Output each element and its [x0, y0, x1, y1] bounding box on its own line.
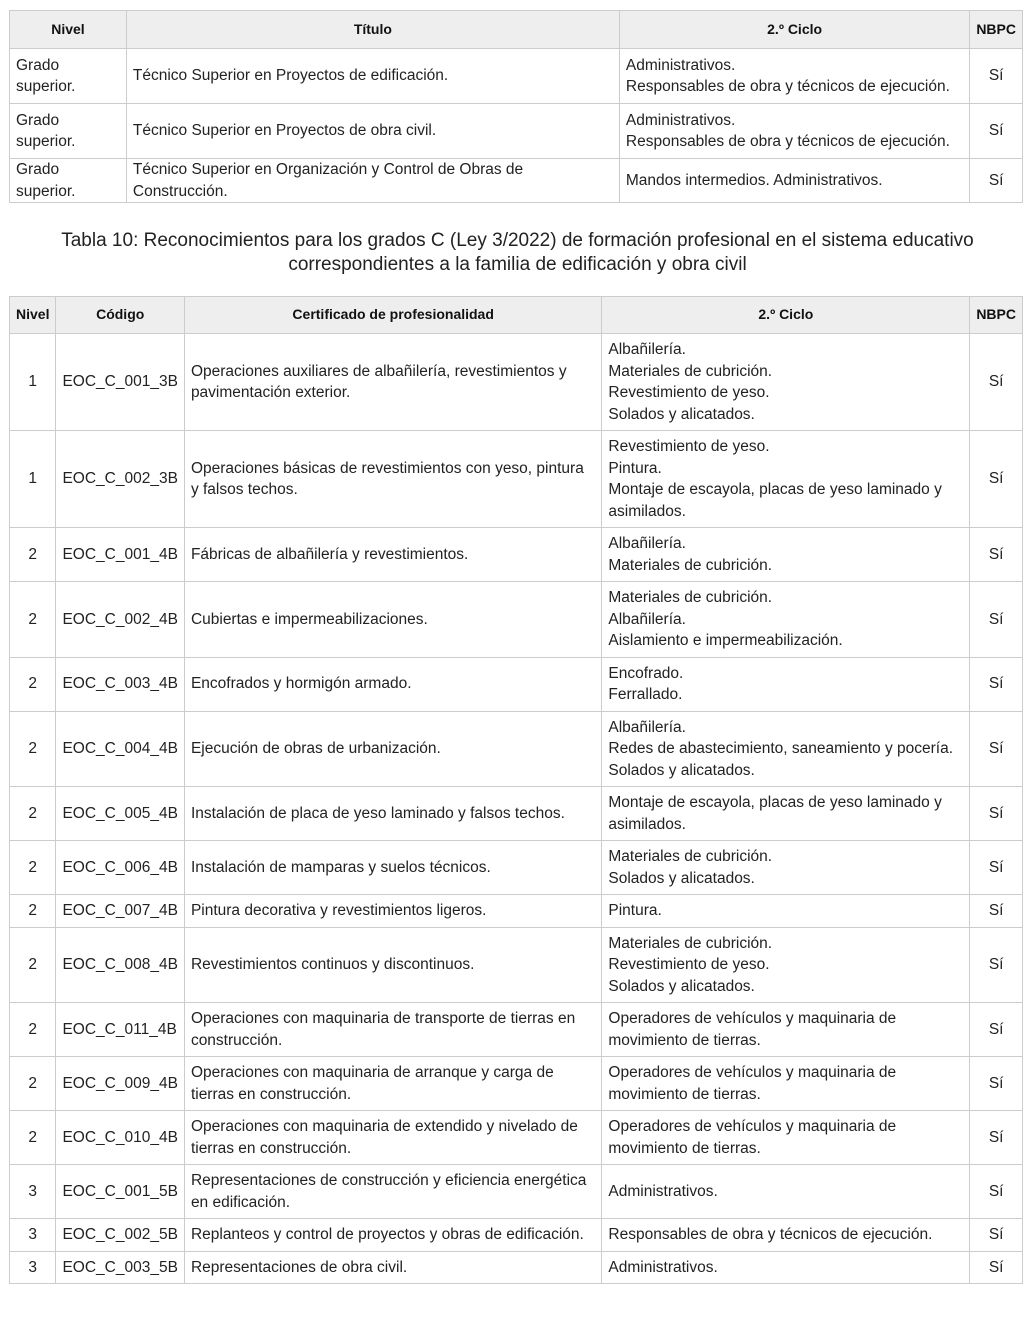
certificados-table — [9, 296, 1023, 1284]
cell-codigo: EOC_C_006_4B — [56, 841, 184, 895]
cell-nbpc: Sí — [970, 787, 1023, 841]
cell-ciclo — [602, 334, 970, 431]
cell-nivel: 2 — [10, 1003, 56, 1057]
ciclo-line: Materiales de cubrición. — [608, 848, 773, 865]
table-row — [10, 528, 1023, 582]
cell-certificado: Operaciones básicas de revestimientos con yeso, pintura y falsos techos. — [184, 431, 601, 528]
cell-certificado: Operaciones con maquinaria de extendido y nivelado de tierras en construcción. — [184, 1111, 601, 1165]
cell-nbpc: Sí — [970, 582, 1023, 658]
ciclo-line: Responsables de obra y técnicos de ejecución. — [625, 133, 950, 150]
cell-nbpc: Sí — [970, 657, 1023, 711]
cell-certificado: Pintura decorativa y revestimientos ligeros. — [184, 895, 601, 928]
table-row — [10, 787, 1023, 841]
cell-nbpc: Sí — [970, 49, 1023, 104]
cell-nivel: 2 — [10, 927, 56, 1003]
cell-nbpc: Sí — [970, 895, 1023, 928]
cell-ciclo — [602, 528, 970, 582]
cell-ciclo — [602, 895, 970, 928]
cell-ciclo — [602, 1165, 970, 1219]
cell-nbpc: Sí — [970, 841, 1023, 895]
table-row — [10, 431, 1023, 528]
table-caption — [0, 229, 1035, 277]
cell-nivel: 2 — [10, 582, 56, 658]
cell-ciclo — [619, 104, 969, 159]
cell-ciclo — [602, 1111, 970, 1165]
table-row — [10, 1111, 1023, 1165]
cell-codigo: EOC_C_010_4B — [56, 1111, 184, 1165]
table-row — [10, 104, 1023, 159]
ciclo-line: Albañilería. — [608, 610, 686, 628]
table-row — [10, 711, 1023, 787]
cell-nbpc: Sí — [970, 528, 1023, 582]
table-row — [10, 657, 1023, 711]
table-row — [10, 1003, 1023, 1057]
ciclo-line: Solados y alicatados. — [608, 869, 755, 887]
cell-certificado: Operaciones con maquinaria de arranque y carga de tierras en construcción. — [184, 1057, 601, 1111]
cell-codigo: EOC_C_004_4B — [56, 711, 184, 787]
cell-certificado: Representaciones de obra civil. — [184, 1251, 601, 1284]
cell-nbpc: Sí — [970, 159, 1023, 203]
cell-ciclo — [602, 927, 970, 1003]
caption-line-2: correspondientes a la familia de edificación y obra civil — [288, 254, 747, 275]
cell-nivel: 2 — [10, 895, 56, 928]
cell-codigo: EOC_C_002_3B — [56, 431, 184, 528]
cell-nivel: 3 — [10, 1251, 56, 1284]
cell-codigo: EOC_C_002_4B — [56, 582, 184, 658]
cell-nbpc: Sí — [970, 1219, 1023, 1252]
table-row — [10, 841, 1023, 895]
cell-nivel: 2 — [10, 1057, 56, 1111]
ciclo-line: Materiales de cubrición. — [608, 589, 773, 606]
cell-certificado: Representaciones de construcción y eficiencia energética en edificación. — [184, 1165, 601, 1219]
table-body — [10, 334, 1023, 1284]
cell-codigo: EOC_C_001_4B — [56, 528, 184, 582]
ciclo-line: Revestimiento de yeso. — [608, 384, 770, 401]
cell-ciclo — [602, 787, 970, 841]
cell-nbpc: Sí — [970, 104, 1023, 159]
cell-certificado: Replanteos y control de proyectos y obras de edificación. — [184, 1219, 601, 1252]
cell-certificado: Revestimientos continuos y discontinuos. — [184, 927, 601, 1003]
cell-nbpc: Sí — [970, 1111, 1023, 1165]
table-row — [10, 1251, 1023, 1284]
ciclo-line: Operadores de vehículos y maquinaria de movimiento de tierras. — [608, 1118, 897, 1157]
ciclo-line: Pintura. — [608, 902, 662, 919]
cell-ciclo — [602, 711, 970, 787]
header-nivel: Nivel — [10, 11, 127, 49]
cell-certificado: Operaciones auxiliares de albañilería, revestimientos y pavimentación exterior. — [184, 334, 601, 431]
cell-certificado: Ejecución de obras de urbanización. — [184, 711, 601, 787]
ciclo-line: Albañilería. — [608, 341, 686, 358]
cell-codigo: EOC_C_001_3B — [56, 334, 184, 431]
cell-certificado: Instalación de mamparas y suelos técnicos. — [184, 841, 601, 895]
ciclo-line: Pintura. — [608, 459, 662, 477]
cell-ciclo — [602, 1219, 970, 1252]
table-row — [10, 159, 1023, 203]
header-titulo: Título — [126, 11, 619, 49]
cell-nivel: 3 — [10, 1219, 56, 1252]
header-nbpc: NBPC — [970, 11, 1023, 49]
cell-nivel: 1 — [10, 431, 56, 528]
cell-nivel: Grado superior. — [10, 159, 127, 203]
ciclo-line: Operadores de vehículos y maquinaria de movimiento de tierras. — [608, 1010, 897, 1049]
cell-nbpc: Sí — [970, 711, 1023, 787]
cell-codigo: EOC_C_003_4B — [56, 657, 184, 711]
table-body — [10, 49, 1023, 203]
ciclo-line: Responsables de obra y técnicos de ejecución. — [625, 78, 950, 95]
cell-ciclo — [602, 1251, 970, 1284]
cell-codigo: EOC_C_011_4B — [56, 1003, 184, 1057]
cell-certificado: Cubiertas e impermeabilizaciones. — [184, 582, 601, 658]
header-nbpc: NBPC — [970, 297, 1023, 334]
cell-nivel: Grado superior. — [10, 104, 127, 159]
table-row — [10, 334, 1023, 431]
table-row — [10, 1165, 1023, 1219]
cell-nivel: Grado superior. — [10, 49, 127, 104]
cell-nivel: 1 — [10, 334, 56, 431]
header-ciclo: 2.º Ciclo — [619, 11, 969, 49]
ciclo-line: Albañilería. — [608, 718, 686, 736]
cell-ciclo — [619, 159, 969, 203]
ciclo-line: Aislamiento e impermeabilización. — [608, 632, 843, 649]
table-row — [10, 927, 1023, 1003]
table-header-row — [10, 11, 1023, 49]
cell-ciclo — [602, 841, 970, 895]
cell-nbpc: Sí — [970, 1003, 1023, 1057]
cell-nbpc: Sí — [970, 927, 1023, 1003]
cell-codigo: EOC_C_008_4B — [56, 927, 184, 1003]
cell-codigo: EOC_C_002_5B — [56, 1219, 184, 1252]
ciclo-line: Administrativos. — [608, 1258, 718, 1276]
cell-ciclo — [619, 49, 969, 104]
cell-ciclo — [602, 582, 970, 658]
header-codigo: Código — [56, 297, 184, 334]
ciclo-line: Operadores de vehículos y maquinaria de movimiento de tierras. — [608, 1064, 897, 1103]
ciclo-line: Solados y alicatados. — [608, 977, 755, 995]
cell-ciclo — [602, 657, 970, 711]
cell-codigo: EOC_C_003_5B — [56, 1251, 184, 1284]
table-row — [10, 582, 1023, 658]
ciclo-line: Revestimiento de yeso. — [608, 438, 770, 455]
cell-certificado: Fábricas de albañilería y revestimientos. — [184, 528, 601, 582]
ciclo-line: Albañilería. — [608, 535, 686, 552]
table-row — [10, 1219, 1023, 1252]
cell-nbpc: Sí — [970, 334, 1023, 431]
cell-nivel: 2 — [10, 528, 56, 582]
table-row — [10, 895, 1023, 928]
ciclo-line: Redes de abastecimiento, saneamiento y pocería. — [608, 740, 954, 757]
cell-certificado: Instalación de placa de yeso laminado y falsos techos. — [184, 787, 601, 841]
ciclo-line: Responsables de obra y técnicos de ejecución. — [608, 1226, 933, 1243]
ciclo-line: Materiales de cubrición. — [608, 934, 773, 952]
header-nivel: Nivel — [10, 297, 56, 334]
cell-nivel: 2 — [10, 1111, 56, 1165]
ciclo-line: Solados y alicatados. — [608, 405, 755, 423]
cell-ciclo — [602, 1057, 970, 1111]
cell-codigo: EOC_C_005_4B — [56, 787, 184, 841]
ciclo-line: Montaje de escayola, placas de yeso laminado y asimilados. — [608, 481, 942, 520]
caption-line-1: Tabla 10: Reconocimientos para los grados C (Ley 3/2022) de formación profesional en el sistema educativo — [61, 230, 974, 251]
ciclo-line: Administrativos. — [625, 56, 736, 74]
cell-codigo: EOC_C_007_4B — [56, 895, 184, 928]
cell-ciclo — [602, 431, 970, 528]
ciclo-line: Administrativos. — [625, 111, 736, 129]
ciclo-line: Administrativos. — [608, 1182, 718, 1200]
cell-codigo: EOC_C_009_4B — [56, 1057, 184, 1111]
cell-codigo: EOC_C_001_5B — [56, 1165, 184, 1219]
header-ciclo: 2.º Ciclo — [602, 297, 970, 334]
ciclo-line: Encofrado. — [608, 664, 684, 682]
cell-certificado: Operaciones con maquinaria de transporte de tierras en construcción. — [184, 1003, 601, 1057]
cell-nivel: 3 — [10, 1165, 56, 1219]
header-certificado: Certificado de profesionalidad — [184, 297, 601, 334]
cell-nivel: 2 — [10, 841, 56, 895]
ciclo-line: Materiales de cubrición. — [608, 556, 773, 574]
cell-nivel: 2 — [10, 657, 56, 711]
cell-nbpc: Sí — [970, 431, 1023, 528]
table-row — [10, 1057, 1023, 1111]
cell-ciclo — [602, 1003, 970, 1057]
cell-nbpc: Sí — [970, 1165, 1023, 1219]
cell-nivel: 2 — [10, 711, 56, 787]
cell-nivel: 2 — [10, 787, 56, 841]
cell-nbpc: Sí — [970, 1251, 1023, 1284]
ciclo-line: Montaje de escayola, placas de yeso laminado y asimilados. — [608, 794, 942, 833]
ciclo-line: Solados y alicatados. — [608, 761, 755, 779]
ciclo-line: Revestimiento de yeso. — [608, 956, 770, 973]
cell-titulo: Técnico Superior en Proyectos de obra civil. — [126, 104, 619, 159]
ciclo-line: Materiales de cubrición. — [608, 362, 773, 380]
cell-titulo: Técnico Superior en Proyectos de edificación. — [126, 49, 619, 104]
table-header-row — [10, 297, 1023, 334]
ciclo-line: Ferrallado. — [608, 686, 683, 703]
table-row — [10, 49, 1023, 104]
ciclo-line: Mandos intermedios. Administrativos. — [625, 171, 883, 189]
grado-superior-table — [9, 10, 1023, 203]
cell-nbpc: Sí — [970, 1057, 1023, 1111]
cell-certificado: Encofrados y hormigón armado. — [184, 657, 601, 711]
cell-titulo: Técnico Superior en Organización y Control de Obras de Construcción. — [126, 159, 619, 203]
